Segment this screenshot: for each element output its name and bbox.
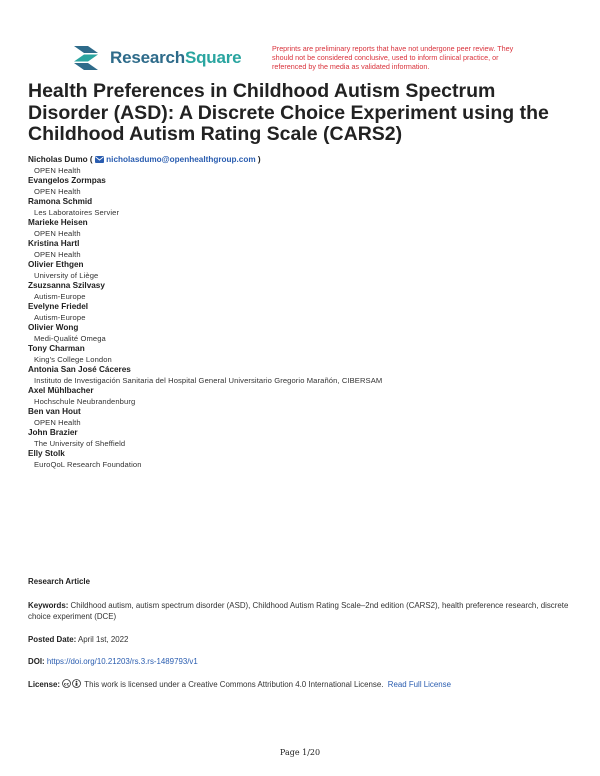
logo-word-square: Square [184,48,242,67]
author-entry [28,281,578,302]
author-affiliation: Les Laboratoires Servier [34,207,120,217]
author-name: Olivier Wong [28,323,79,332]
author-name: Zsuzsanna Szilvasy [28,281,105,290]
doi [28,656,578,667]
doi-label: DOI: [28,657,45,666]
keywords-value: Childhood autism, autism spectrum disorder (ASD), Childhood Autism Rating Scale–2nd edition (CARS2), health preference research, discrete choice experiment (DCE) [28,601,569,621]
logo-wordmark [110,48,241,68]
research-square-logo[interactable] [74,46,241,70]
author-name: Ramona Schmid [28,197,93,206]
author-entry: Nicholas Dumo ( nicholasdumo@openhealthgroup.com ) OPEN Health [28,155,578,176]
author-entry [28,344,578,365]
author-affiliation: Medi-Qualité Omega [34,333,106,343]
doi-link[interactable]: https://doi.org/10.21203/rs.3.rs-1489793/v1 [46,657,198,666]
mail-icon [95,156,104,163]
preprint-disclaimer: Preprints are preliminary reports that have not undergone peer review. They should not be considered conclusive, used to inform clinical practice, or referenced by the media as validated information. [272,44,514,72]
author-entry [28,239,578,260]
author-entry [28,323,578,344]
author-name: Evangelos Zormpas [28,176,106,185]
article-type [28,576,578,587]
author-name: Axel Mühlbacher [28,386,94,395]
author-name: Tony Charman [28,344,85,353]
research-square-logo-icon [74,46,104,70]
author-affiliation: University of Liège [34,270,99,280]
author-affiliation: EuroQoL Research Foundation [34,459,142,469]
author-entry [28,176,578,197]
author-affiliation: OPEN Health [34,417,81,427]
author-name: Olivier Ethgen [28,260,84,269]
article-type-value: Research Article [28,577,90,586]
author-name: Nicholas Dumo [28,155,88,164]
author-name: Ben van Hout [28,407,81,416]
license-text: This work is licensed under a Creative Commons Attribution 4.0 International License. [84,680,384,689]
author-entry [28,386,578,407]
author-entry [28,365,578,386]
license [28,679,578,690]
author-affiliation: King's College London [34,354,112,364]
author-entry [28,260,578,281]
creative-commons-icon [62,679,82,688]
author-affiliation: OPEN Health [34,228,81,238]
author-entry [28,428,578,449]
author-email-link[interactable]: nicholasdumo@openhealthgroup.com [106,155,256,164]
license-label: License: [28,680,61,689]
author-entry [28,197,578,218]
author-name: John Brazier [28,428,78,437]
author-affiliation: OPEN Health [34,186,81,196]
logo-word-research: Research [110,48,185,67]
posted-date-value: April 1st, 2022 [78,635,129,644]
author-entry [28,218,578,239]
author-affiliation: Autism-Europe [34,291,86,301]
page-header [74,44,534,78]
author-affiliation: Instituto de Investigación Sanitaria del Hospital General Universitario Gregorio Marañón, CIBERSAM [34,375,383,385]
svg-text:cc: cc [63,682,70,688]
posted-date-label: Posted Date: [28,635,77,644]
author-name: Kristina Hartl [28,239,80,248]
author-entry [28,302,578,323]
author-name: Elly Stolk [28,449,65,458]
author-name: Antonia San José Cáceres [28,365,131,374]
author-name: Evelyne Friedel [28,302,89,311]
posted-date [28,634,578,645]
author-affiliation: Autism-Europe [34,312,86,322]
paper-title: Health Preferences in Childhood Autism Spectrum Disorder (ASD): A Discrete Choice Experiment using the Childhood Autism Rating Scale (CARS2) [28,80,549,145]
author-affiliation: The University of Sheffield [34,438,126,448]
read-full-license-link[interactable]: Read Full License [387,680,451,689]
author-list [28,155,578,470]
page-number: Page 1/20 [279,748,321,757]
keywords-label: Keywords: [28,601,69,610]
author-entry [28,407,578,428]
author-name: Marieke Heisen [28,218,88,227]
keywords [28,600,578,622]
author-affiliation: OPEN Health [34,249,81,259]
author-affiliation: OPEN Health [34,165,81,175]
author-affiliation: Hochschule Neubrandenburg [34,396,136,406]
author-entry [28,449,578,470]
